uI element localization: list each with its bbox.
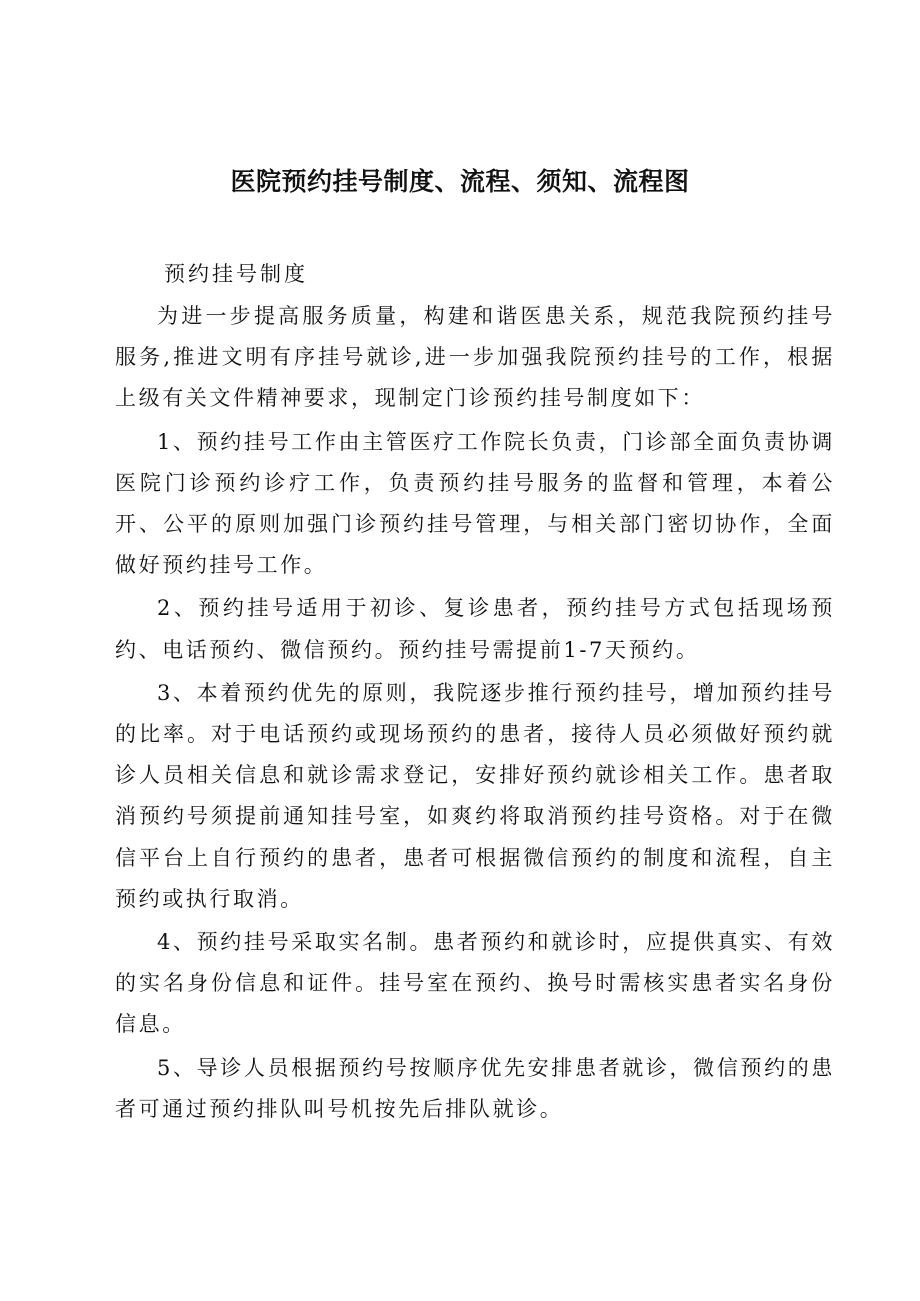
rule-paragraph-2: 2、预约挂号适用于初诊、复诊患者，预约挂号方式包括现场预约、电话预约、微信预约。预约挂号需提前1-7天预约。 xyxy=(115,596,835,662)
document-title: 医院预约挂号制度、流程、须知、流程图 xyxy=(230,167,690,196)
rule-paragraph-5: 5、导诊人员根据预约号按顺序优先安排患者就诊，微信预约的患者可通过预约排队叫号机按先后排队就诊。 xyxy=(115,1055,835,1121)
rule-paragraph-4: 4、预约挂号采取实名制。患者预约和就诊时，应提供真实、有效的实名身份信息和证件。挂号室在预约、换号时需核实患者实名身份信息。 xyxy=(115,930,835,1037)
section-heading: 预约挂号制度 xyxy=(164,262,308,286)
rule-paragraph-1: 1、预约挂号工作由主管医疗工作院长负责，门诊部全面负责协调医院门诊预约诊疗工作，负责预约挂号服务的监督和管理，本着公开、公平的原则加强门诊预约挂号管理，与相关部门密切协作，全面做好预约挂号工作。 xyxy=(115,429,835,578)
intro-paragraph: 为进一步提高服务质量，构建和谐医患关系，规范我院预约挂号服务,推进文明有序挂号就诊,进一步加强我院预约挂号的工作，根据上级有关文件精神要求，现制定门诊预约挂号制度如下： xyxy=(115,304,835,411)
rule-paragraph-3: 3、本着预约优先的原则，我院逐步推行预约挂号，增加预约挂号的比率。对于电话预约或现场预约的患者，接待人员必须做好预约就诊人员相关信息和就诊需求登记，安排好预约就诊相关工作。患者取消预约号须提前通知挂号室，如爽约将取消预约挂号资格。对于在微信平台上自行预约的患者，患者可根据微信预约的制度和流程，自主预约或执行取消。 xyxy=(115,680,835,911)
document-body xyxy=(115,296,835,1132)
